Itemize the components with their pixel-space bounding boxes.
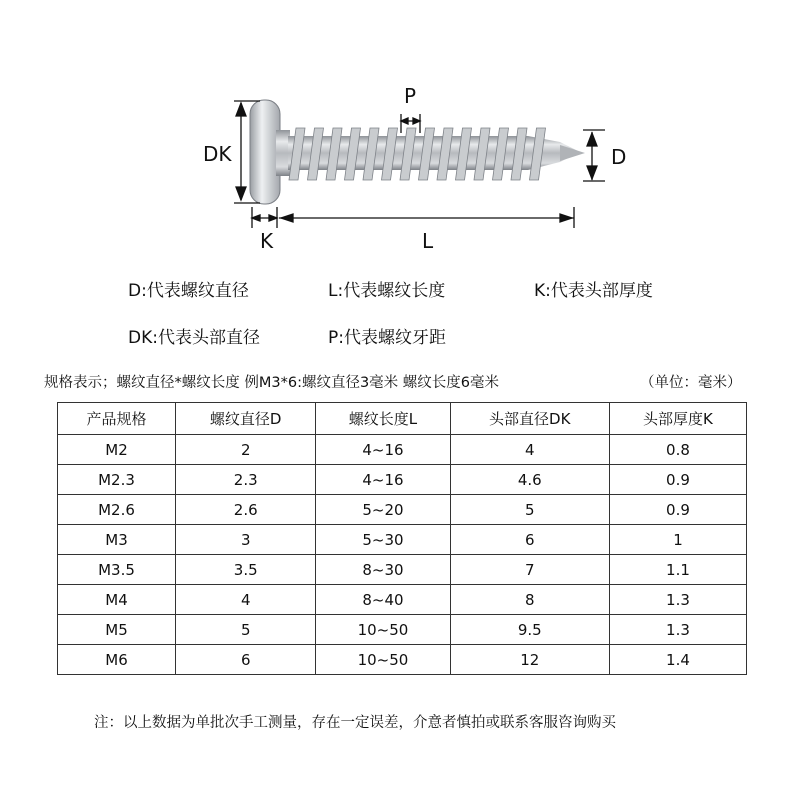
table-row [58, 615, 747, 645]
table-cell: M4 [58, 585, 176, 615]
table-cell: 8~30 [316, 555, 450, 585]
table-cell: 12 [450, 645, 609, 675]
table-cell: 5~30 [316, 525, 450, 555]
label-l: L [422, 229, 434, 253]
legend-l: L:代表螺纹长度 [328, 281, 446, 301]
table-row [58, 645, 747, 675]
header-cell: 螺纹直径D [176, 403, 316, 435]
table-cell: 8~40 [316, 585, 450, 615]
unit-note: （单位：毫米） [640, 375, 742, 391]
table-row [58, 525, 747, 555]
table-cell: 1.4 [609, 645, 746, 675]
legend-k: K:代表头部厚度 [534, 281, 653, 301]
table-cell: 10~50 [316, 615, 450, 645]
table-cell: 3 [176, 525, 316, 555]
table-cell: 9.5 [450, 615, 609, 645]
table-cell: 0.9 [609, 495, 746, 525]
label-p: P [404, 84, 417, 108]
table-cell: 1.3 [609, 585, 746, 615]
legend-dk: DK:代表头部直径 [128, 328, 260, 348]
screw-head [250, 100, 290, 204]
table-cell: 5 [176, 615, 316, 645]
spec-table [57, 402, 747, 675]
table-cell: 4~16 [316, 435, 450, 465]
table-cell: 7 [450, 555, 609, 585]
table-cell: 2 [176, 435, 316, 465]
header-cell: 螺纹长度L [316, 403, 450, 435]
table-cell: 6 [176, 645, 316, 675]
footer-note: 注：以上数据为单批次手工测量，存在一定误差，介意者慎拍或联系客服咨询购买 [94, 715, 616, 731]
spec-note: 规格表示；螺纹直径*螺纹长度 例M3*6:螺纹直径3毫米 螺纹长度6毫米 [44, 375, 500, 391]
table-cell: M2.3 [58, 465, 176, 495]
table-cell: 10~50 [316, 645, 450, 675]
header-cell: 头部厚度K [609, 403, 746, 435]
table-cell: 8 [450, 585, 609, 615]
table-row [58, 465, 747, 495]
table-cell: 1.1 [609, 555, 746, 585]
table-cell: 3.5 [176, 555, 316, 585]
table-cell: 4~16 [316, 465, 450, 495]
table-cell: M3 [58, 525, 176, 555]
label-d: D [611, 145, 627, 169]
header-cell: 产品规格 [58, 403, 176, 435]
label-dk: DK [203, 142, 232, 166]
table-row [58, 555, 747, 585]
table-cell: 4.6 [450, 465, 609, 495]
legend-d: D:代表螺纹直径 [128, 281, 249, 301]
table-cell: M2 [58, 435, 176, 465]
table-cell: 0.8 [609, 435, 746, 465]
table-cell: M6 [58, 645, 176, 675]
table-cell: M5 [58, 615, 176, 645]
table-cell: 2.6 [176, 495, 316, 525]
table-cell: M2.6 [58, 495, 176, 525]
table-row [58, 495, 747, 525]
table-header-row [58, 403, 747, 435]
table-cell: 1 [609, 525, 746, 555]
table-row [58, 435, 747, 465]
table-cell: 4 [450, 435, 609, 465]
table-cell: 4 [176, 585, 316, 615]
table-row [58, 585, 747, 615]
table-cell: M3.5 [58, 555, 176, 585]
screw-diagram [0, 0, 800, 260]
table-cell: 0.9 [609, 465, 746, 495]
table-cell: 5 [450, 495, 609, 525]
table-cell: 5~20 [316, 495, 450, 525]
legend-p: P:代表螺纹牙距 [328, 328, 446, 348]
table-cell: 6 [450, 525, 609, 555]
header-cell: 头部直径DK [450, 403, 609, 435]
table-cell: 2.3 [176, 465, 316, 495]
table-cell: 1.3 [609, 615, 746, 645]
label-k: K [260, 229, 274, 253]
